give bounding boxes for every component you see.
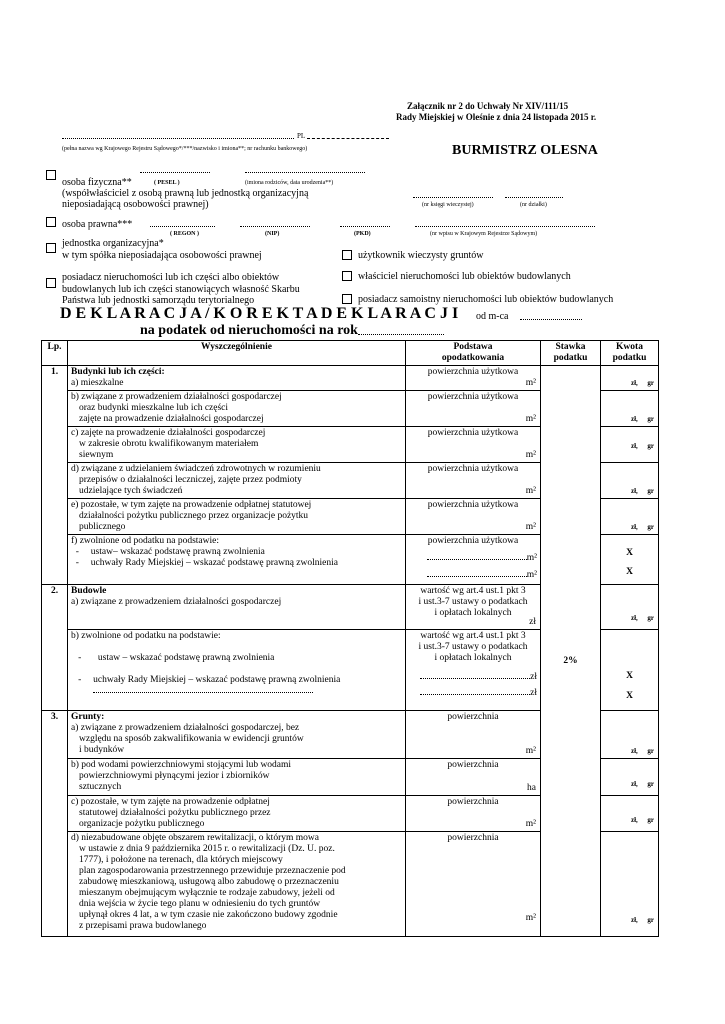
- table-row: [42, 366, 659, 391]
- pkd-caption: (PKD): [354, 231, 371, 237]
- co-owner-line-2: nieposiadającą osobowości prawnej): [62, 199, 209, 210]
- row-3d-desc: d) niezabudowane objęte obszarem rewitalizacji, o którym mowa w ustawie z dnia 9 października 2015 r. o rewitalizacji (Dz. U. poz. 1777), i położone na terenach, dla których miejscowy plan zagospodarowania przestrzennego przewiduje przeznaczenie pod zabudowę mieszkaniową, usługową albo zabudowę o przeznaczeniu mieszanym obejmującym wyłącznie te rodzaje zabudowy, jeżeli od dnia wejścia w życie tego planu w odniesieniu do tych gruntów upłynął okres 4 lat, a w tym czasie nie zakończono budowy zgodnie z przepisami prawa budowlanego: [68, 832, 406, 937]
- row-3a-amount[interactable]: zł, gr: [601, 711, 659, 759]
- row-3b-amount[interactable]: zł, gr: [601, 759, 659, 796]
- building-owner-label: właściciel nieruchomości lub obiektów budowlanych: [358, 271, 571, 282]
- possessor-line-3: Państwa lub jednostki samorządu terytorialnego: [62, 295, 255, 306]
- row-1e-amount[interactable]: zł, gr: [601, 499, 659, 535]
- row-2a-amount[interactable]: zł, gr: [601, 585, 659, 630]
- row-3a-base[interactable]: powierzchnia m²: [406, 711, 541, 759]
- row-3c-base[interactable]: powierzchnia m²: [406, 796, 541, 832]
- checkbox-independent-possessor[interactable]: [342, 294, 352, 304]
- row-3c-amount[interactable]: zł, gr: [601, 796, 659, 832]
- pesel-dots[interactable]: [140, 172, 210, 173]
- row-1d-desc: d) związane z udzielaniem świadczeń zdrowotnych w rozumieniu przepisów o działalności leczniczej, zajęte przez podmioty udzielające tych świadczeń: [68, 463, 406, 499]
- pl-label: PL: [297, 132, 306, 140]
- row-3d-base[interactable]: powierzchnia m²: [406, 832, 541, 937]
- row-1a-amount[interactable]: zł, gr: [601, 366, 659, 391]
- checkbox-natural-person[interactable]: [46, 170, 56, 180]
- row-2b-amount: X X: [601, 630, 659, 711]
- row-1c-desc: c) zajęte na prowadzenie działalności gospodarczej w zakresie obrotu kwalifikowanym materiałem siewnym: [68, 427, 406, 463]
- row-3a-desc: Grunty: a) związane z prowadzeniem działalności gospodarczej, bez względu na sposób zakwalifikowania w ewidencji gruntów i budynków: [68, 711, 406, 759]
- org-unit-sub-label: w tym spółka nieposiadająca osobowości prawnej: [62, 250, 262, 261]
- year-dots[interactable]: [358, 334, 444, 335]
- rate-column: 2%: [541, 366, 601, 937]
- row-1b-desc: b) związane z prowadzeniem działalności gospodarczej oraz budynki mieszkalne lub ich części zajęte na prowadzenie działalności gospodarczej: [68, 391, 406, 427]
- row-3c-desc: c) pozostałe, w tym zajęte na prowadzenie odpłatnej statutowej działalności pożytku publicznego przez organizacje pożytku publicznego: [68, 796, 406, 832]
- header-rate: Stawka podatku: [541, 341, 601, 366]
- land-register-dots[interactable]: [413, 197, 493, 198]
- plot-number-caption: (nr działki): [520, 202, 547, 208]
- owner-caption: (pełna nazwa wg Krajowego Rejestru Sądowego*/***/nazwisko i imiona**; nr rachunku bankowego): [62, 146, 308, 152]
- row-3b-desc: b) pod wodami powierzchniowymi stojącymi lub wodami powierzchniowymi płynącymi jezior i zbiorników sztucznych: [68, 759, 406, 796]
- header-lp: Lp.: [42, 341, 68, 366]
- section-3-lp: 3.: [42, 711, 68, 937]
- co-owner-line-1: (współwłaściciel z osobą prawną lub jednostką organizacyjną: [62, 188, 309, 199]
- regon-caption: ( REGON ): [170, 231, 199, 237]
- header-description: Wyszczególnienie: [68, 341, 406, 366]
- attachment-line-1: Załącznik nr 2 do Uchwały Nr XIV/111/15: [407, 101, 569, 111]
- header-base: Podstawa opodatkowania: [406, 341, 541, 366]
- row-1e-desc: e) pozostałe, w tym zajęte na prowadzenie odpłatnej statutowej działalności pożytku publicznego przez organizacje pożytku publicznego: [68, 499, 406, 535]
- row-3d-amount[interactable]: zł, gr: [601, 832, 659, 937]
- recipient: BURMISTRZ OLESNA: [452, 143, 598, 158]
- month-dots[interactable]: [520, 319, 582, 320]
- row-3b-base[interactable]: powierzchnia ha: [406, 759, 541, 796]
- declaration-title: D E K L A R A C J A / K O R E K T A D E K L A R A C J I: [60, 305, 459, 322]
- row-2a-base[interactable]: wartość wg art.4 ust.1 pkt 3 i ust.3-7 ustawy o podatkach i opłatach lokalnych zł: [406, 585, 541, 630]
- nip-dots[interactable]: [240, 226, 310, 227]
- row-1f-desc: f) zwolnione od podatku na podstawie: - ustaw– wskazać podstawę prawną zwolnienia - uchwały Rady Miejskiej – wskazać podstawę prawną zwolnienia: [68, 535, 406, 585]
- org-unit-label: jednostka organizacyjna*: [62, 238, 164, 249]
- natural-person-label: osoba fizyczna**: [62, 177, 132, 188]
- section-2-lp: 2.: [42, 585, 68, 711]
- checkbox-perpetual-user[interactable]: [342, 250, 352, 260]
- row-1e-base[interactable]: powierzchnia użytkowa m²: [406, 499, 541, 535]
- row-1a-desc: Budynki lub ich części: a) mieszkalne: [68, 366, 406, 391]
- checkbox-org-unit[interactable]: [46, 243, 56, 253]
- checkbox-possessor[interactable]: [46, 278, 56, 288]
- attachment-line-2: Rady Miejskiej w Oleśnie z dnia 24 listopada 2015 r.: [396, 112, 597, 122]
- row-1f-base[interactable]: powierzchnia użytkowa m² m²: [406, 535, 541, 585]
- possessor-line-1: posiadacz nieruchomości lub ich części albo obiektów: [62, 272, 280, 283]
- possessor-line-2: budowlanych lub ich części stanowiących własność Skarbu: [62, 284, 300, 295]
- names-caption: (imiona rodziców, data urodzenia**): [245, 180, 334, 186]
- nip-caption: (NIP): [265, 231, 280, 237]
- header-amount: Kwota podatku: [601, 341, 659, 366]
- row-2b-desc: b) zwolnione od podatku na podstawie: - ustaw – wskazać podstawę prawną zwolnienia - uchwały Rady Miejskiej – wskazać podstawę prawną zwolnienia: [68, 630, 406, 711]
- row-1d-base[interactable]: powierzchnia użytkowa m²: [406, 463, 541, 499]
- row-1f-amount: X X: [601, 535, 659, 585]
- checkbox-legal-person[interactable]: [46, 217, 56, 227]
- legal-person-label: osoba prawna***: [62, 219, 133, 230]
- row-2b-base[interactable]: wartość wg art.4 ust.1 pkt 3 i ust.3-7 ustawy o podatkach i opłatach lokalnych zł zł: [406, 630, 541, 711]
- bank-account-field[interactable]: [307, 138, 389, 139]
- krs-dots[interactable]: [415, 226, 595, 227]
- row-1c-base[interactable]: powierzchnia użytkowa m²: [406, 427, 541, 463]
- row-1b-amount[interactable]: zł, gr: [601, 391, 659, 427]
- regon-dots[interactable]: [150, 226, 215, 227]
- section-1-lp: 1.: [42, 366, 68, 585]
- land-register-caption: (nr księgi wieczystej): [422, 202, 474, 208]
- checkbox-building-owner[interactable]: [342, 271, 352, 281]
- row-2a-desc: Budowle a) związane z prowadzeniem działalności gospodarczej: [68, 585, 406, 630]
- row-1d-amount[interactable]: zł, gr: [601, 463, 659, 499]
- row-1b-base[interactable]: powierzchnia użytkowa m²: [406, 391, 541, 427]
- pkd-dots[interactable]: [340, 226, 390, 227]
- row-1a-base[interactable]: powierzchnia użytkowa m²: [406, 366, 541, 391]
- pesel-caption: ( PESEL ): [154, 180, 180, 186]
- tax-table: [41, 340, 659, 937]
- owner-name-dots[interactable]: [62, 138, 294, 139]
- declaration-subtitle: na podatek od nieruchomości na rok: [140, 323, 358, 338]
- plot-number-dots[interactable]: [505, 197, 563, 198]
- parents-names-dots[interactable]: [245, 172, 365, 173]
- row-1c-amount[interactable]: zł, gr: [601, 427, 659, 463]
- perpetual-user-label: użytkownik wieczysty gruntów: [358, 250, 484, 261]
- month-suffix: od m-ca: [476, 311, 509, 322]
- krs-caption: (nr wpisu w Krajowym Rejestrze Sądowym): [430, 231, 538, 237]
- independent-possessor-label: posiadacz samoistny nieruchomości lub obiektów budowlanych: [358, 294, 614, 305]
